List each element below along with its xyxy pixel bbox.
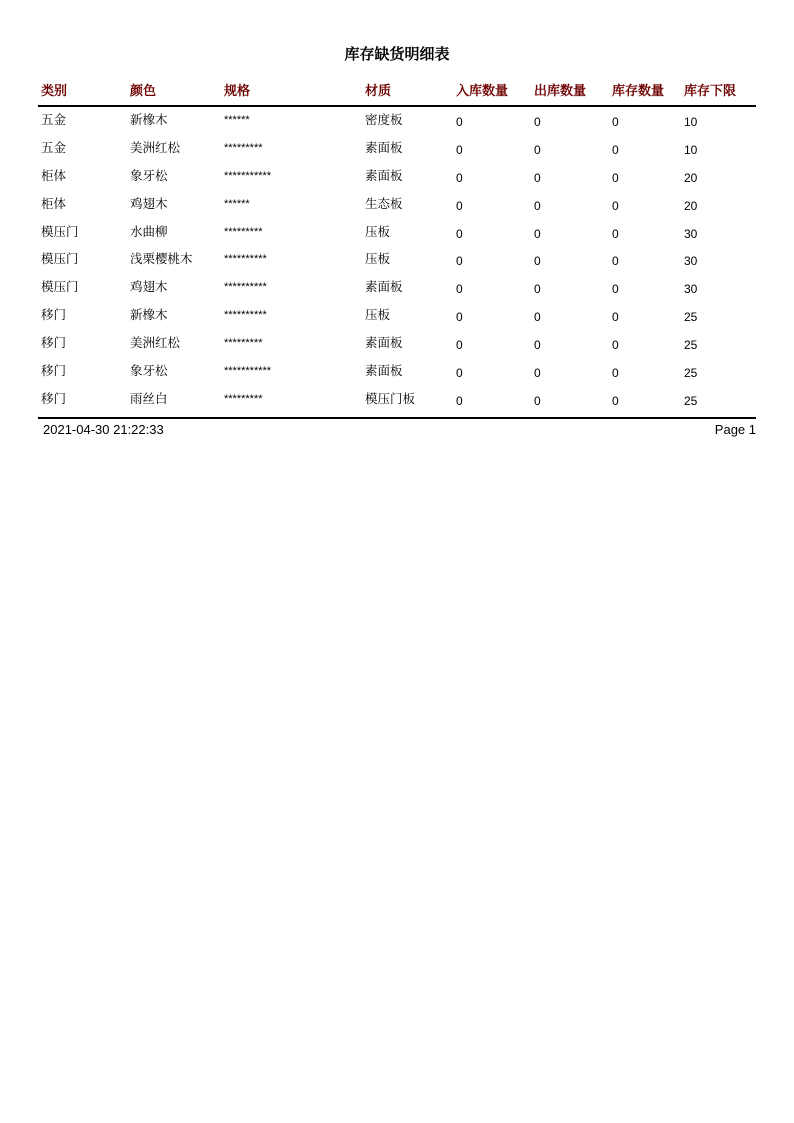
cell-spec: ****** (224, 114, 250, 126)
cell-material: 压板 (365, 307, 391, 323)
cell-stock-min: 25 (684, 338, 698, 353)
cell-outbound-qty: 0 (534, 142, 541, 157)
print-timestamp: 2021-04-30 21:22:33 (43, 422, 164, 437)
cell-spec: ********* (224, 392, 263, 405)
cell-material: 素面板 (365, 139, 403, 155)
header-outbound-qty: 出库数量 (534, 84, 587, 99)
cell-stock-qty: 0 (612, 115, 619, 129)
cell-spec: ********* (224, 141, 263, 154)
cell-outbound-qty: 0 (534, 254, 541, 269)
table-row (38, 193, 756, 221)
cell-color: 美洲红松 (130, 335, 181, 351)
cell-outbound-qty: 0 (534, 282, 541, 297)
table-row (38, 388, 756, 416)
cell-inbound-qty: 0 (456, 310, 463, 325)
table-row (38, 248, 756, 276)
cell-category: 柜体 (41, 195, 67, 211)
table-row (38, 304, 756, 332)
cell-stock-min: 20 (684, 170, 698, 185)
cell-stock-qty: 0 (612, 310, 619, 325)
table-body (38, 109, 756, 416)
cell-category: 模压门 (41, 251, 79, 267)
cell-inbound-qty: 0 (456, 170, 463, 185)
cell-color: 新橡木 (130, 307, 168, 323)
cell-stock-qty: 0 (612, 282, 619, 297)
cell-stock-min: 30 (684, 282, 698, 297)
header-material: 材质 (365, 84, 392, 99)
cell-inbound-qty: 0 (456, 282, 463, 297)
cell-category: 模压门 (41, 223, 79, 239)
footer-divider (38, 417, 756, 419)
cell-material: 压板 (365, 223, 391, 239)
cell-stock-qty: 0 (612, 198, 619, 213)
cell-inbound-qty: 0 (456, 226, 463, 241)
cell-inbound-qty: 0 (456, 198, 463, 213)
cell-material: 生态板 (365, 195, 403, 211)
cell-color: 美洲红松 (130, 139, 181, 155)
cell-color: 象牙松 (130, 167, 168, 183)
cell-category: 移门 (41, 335, 67, 351)
cell-outbound-qty: 0 (534, 366, 541, 381)
cell-color: 水曲柳 (130, 223, 168, 239)
cell-color: 鸡翅木 (130, 195, 168, 211)
cell-outbound-qty: 0 (534, 170, 541, 185)
cell-category: 移门 (41, 363, 67, 379)
cell-inbound-qty: 0 (456, 142, 463, 157)
cell-outbound-qty: 0 (534, 310, 541, 325)
cell-category: 移门 (41, 390, 67, 406)
cell-outbound-qty: 0 (534, 115, 541, 129)
cell-stock-min: 25 (684, 366, 698, 381)
cell-category: 柜体 (41, 167, 67, 183)
cell-inbound-qty: 0 (456, 338, 463, 353)
cell-category: 模压门 (41, 279, 79, 295)
cell-stock-min: 25 (684, 393, 698, 408)
header-inbound-qty: 入库数量 (456, 84, 509, 99)
cell-stock-qty: 0 (612, 226, 619, 241)
cell-stock-qty: 0 (612, 170, 619, 185)
cell-stock-min: 30 (684, 254, 698, 269)
table-row (38, 360, 756, 388)
cell-stock-min: 25 (684, 310, 698, 325)
cell-color: 雨丝白 (130, 390, 168, 406)
cell-color: 鸡翅木 (130, 279, 168, 295)
cell-color: 象牙松 (130, 363, 168, 379)
cell-stock-min: 30 (684, 226, 698, 241)
cell-inbound-qty: 0 (456, 366, 463, 381)
table-header (38, 82, 756, 104)
header-divider (38, 105, 756, 107)
cell-material: 压板 (365, 251, 391, 267)
table-row (38, 332, 756, 360)
cell-stock-qty: 0 (612, 142, 619, 157)
cell-outbound-qty: 0 (534, 226, 541, 241)
cell-material: 素面板 (365, 335, 403, 351)
cell-inbound-qty: 0 (456, 115, 463, 129)
table-row (38, 137, 756, 165)
table-row (38, 165, 756, 193)
cell-material: 素面板 (365, 279, 403, 295)
cell-outbound-qty: 0 (534, 338, 541, 353)
cell-category: 五金 (41, 139, 67, 155)
header-category: 类别 (41, 84, 68, 99)
cell-color: 新橡木 (130, 112, 168, 127)
cell-spec: ********** (224, 253, 267, 266)
cell-category: 移门 (41, 307, 67, 323)
cell-material: 密度板 (365, 112, 403, 127)
cell-category: 五金 (41, 112, 67, 127)
cell-spec: ********* (224, 225, 263, 238)
cell-material: 素面板 (365, 167, 403, 183)
cell-material: 模压门板 (365, 390, 416, 406)
cell-color: 浅栗樱桃木 (130, 251, 193, 267)
cell-spec: ****** (224, 197, 250, 210)
cell-outbound-qty: 0 (534, 198, 541, 213)
cell-spec: *********** (224, 169, 272, 182)
cell-spec: ********** (224, 309, 267, 322)
page-number: Page 1 (714, 422, 756, 437)
cell-stock-min: 10 (684, 142, 698, 157)
header-spec: 规格 (224, 84, 251, 99)
table-row (38, 109, 756, 137)
cell-material: 素面板 (365, 363, 403, 379)
cell-stock-qty: 0 (612, 366, 619, 381)
report-title: 库存缺货明细表 (344, 45, 450, 63)
cell-outbound-qty: 0 (534, 393, 541, 408)
cell-stock-qty: 0 (612, 338, 619, 353)
table-row (38, 221, 756, 249)
cell-stock-min: 10 (684, 115, 698, 129)
cell-inbound-qty: 0 (456, 393, 463, 408)
header-color: 颜色 (130, 84, 157, 99)
cell-spec: ********* (224, 337, 263, 350)
cell-stock-qty: 0 (612, 393, 619, 408)
cell-spec: ********** (224, 281, 267, 294)
cell-stock-qty: 0 (612, 254, 619, 269)
cell-spec: *********** (224, 365, 272, 378)
cell-inbound-qty: 0 (456, 254, 463, 269)
cell-stock-min: 20 (684, 198, 698, 213)
header-stock-qty: 库存数量 (612, 84, 665, 99)
header-stock-min: 库存下限 (684, 84, 737, 99)
table-row (38, 276, 756, 304)
